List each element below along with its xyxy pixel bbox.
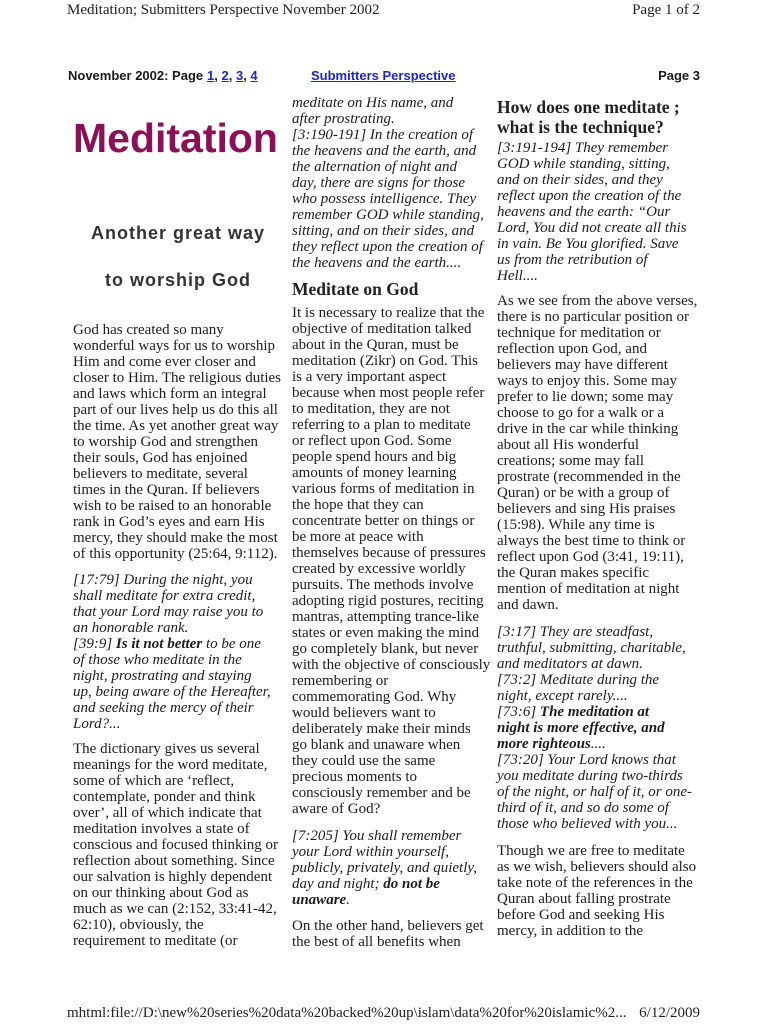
- bold-text: unaware: [292, 892, 347, 908]
- text-line: closer to Him. The religious duties: [73, 370, 282, 386]
- section-link-submitters-perspective[interactable]: Submitters Perspective: [311, 68, 456, 83]
- text-line: God has created so many: [73, 322, 224, 338]
- text-line: shall meditate for extra credit,: [73, 588, 256, 604]
- text-line: of those who meditate in the: [73, 652, 242, 668]
- text-line: meanings for the word meditate,: [73, 757, 268, 773]
- article-tagline-line-2: to worship God: [105, 270, 251, 290]
- text-line: your Lord within yourself,: [292, 844, 449, 860]
- bold-text: The meditation at: [539, 704, 650, 720]
- text-line: about all His wonderful: [497, 437, 640, 453]
- text-line: pursuits. The methods involve: [292, 577, 474, 593]
- text-line: Him and come ever closer and: [73, 354, 256, 370]
- text-line: It is necessary to realize that the: [292, 305, 485, 321]
- text-line: meditation involves a state of: [73, 821, 250, 837]
- text-line: people spend hours and big: [292, 449, 457, 465]
- text-line: of this opportunity (25:64, 9:112).: [73, 546, 278, 562]
- text-line: would believers want to: [292, 705, 436, 721]
- text-line: about in the Quran, must be: [292, 337, 459, 353]
- text-line: you meditate during two-thirds: [497, 768, 683, 784]
- bold-text: Is it not better: [115, 636, 203, 652]
- section-heading-meditate-on-god: Meditate on God: [292, 279, 419, 299]
- text-line: take note of the references in the: [497, 875, 693, 891]
- text-line: to meditation, they are not: [292, 401, 450, 417]
- current-page-label: Page 3: [658, 68, 700, 83]
- print-date: 6/12/2009: [639, 1005, 700, 1021]
- text-line: those who believed with you...: [497, 816, 678, 832]
- source-file-path: mhtml:file://D:\new%20series%20data%20backed%20up\islam\data%20for%20islamic%2...: [67, 1005, 627, 1021]
- text-line: [497, 720, 692, 736]
- text-line: mantras, attempting trance-like: [292, 609, 480, 625]
- text-line: aware of God?: [292, 801, 381, 817]
- text-line: as we wish, believers should also: [497, 859, 697, 875]
- text-line: publicly, privately, and quietly,: [292, 860, 477, 876]
- text-line: the time. As yet another great way: [73, 418, 279, 434]
- text-line: [3:17] They are steadfast,: [497, 624, 654, 640]
- text-line: mention of meditation at night: [497, 581, 680, 597]
- text-line: consciously remember and be: [292, 785, 471, 801]
- text-line: 62:10), obviously, the: [73, 917, 204, 933]
- text-line: in vain. Be You glorified. Save: [497, 236, 679, 252]
- intro-paragraph: [73, 322, 281, 562]
- text-line: before God and seeking His: [497, 907, 665, 923]
- text-line: prefer to lie down; some may: [497, 389, 674, 405]
- technique-paragraph: [497, 293, 697, 613]
- text-line: is a very important aspect: [292, 369, 447, 385]
- verse-quote-3-191: [497, 140, 687, 284]
- text-line: and seeking the mercy of their: [73, 700, 254, 716]
- text-line: [73:20] Your Lord knows that: [497, 752, 676, 768]
- bold-text: more righteous: [497, 736, 591, 752]
- text-line: believers and sing His praises: [497, 501, 676, 517]
- text-run: [73:6]: [497, 704, 540, 720]
- text-line: [497, 704, 692, 720]
- text-line: the best of all benefits when: [292, 934, 461, 950]
- verse-quote-7-205: [292, 828, 477, 908]
- verse-quote-3-190: [292, 95, 484, 271]
- text-line: (15:98). While any time is: [497, 517, 655, 533]
- text-line: the heavens and the earth....: [292, 255, 462, 271]
- text-line: reflect upon the creation of the: [497, 188, 682, 204]
- text-line: meditation (Zikr) on God. This: [292, 353, 478, 369]
- text-line: they reflect upon the creation of: [292, 239, 483, 255]
- page-separator: ,: [228, 68, 236, 83]
- verse-quote-3-17-73: [497, 624, 692, 832]
- text-line: referring to a plan to meditate: [292, 417, 471, 433]
- text-line: sitting, and on their sides, and: [292, 223, 475, 239]
- dictionary-paragraph: [73, 741, 278, 949]
- text-line: third of it, and so do some of: [497, 800, 669, 816]
- text-line: [497, 736, 692, 752]
- text-line: contemplate, ponder and think: [73, 789, 256, 805]
- text-line: times in the Quran. If believers: [73, 482, 260, 498]
- page-link-1[interactable]: 1: [207, 68, 215, 83]
- text-line: that your Lord may raise you to: [73, 604, 264, 620]
- text-line: and meditators at dawn.: [497, 656, 643, 672]
- bold-text: do not be: [383, 876, 440, 892]
- text-line: be more at peace with: [292, 529, 424, 545]
- text-line: states or even making the mind: [292, 625, 480, 641]
- text-line: who possess intelligence. They: [292, 191, 477, 207]
- text-line: How does one meditate ;: [497, 97, 680, 117]
- text-line: night, except rarely....: [497, 688, 628, 704]
- text-line: [73:2] Meditate during the: [497, 672, 660, 688]
- text-line: reflection upon God, and: [497, 341, 647, 357]
- text-line: us from the retribution of: [497, 252, 648, 268]
- text-line: the heavens and the earth, and: [292, 143, 477, 159]
- text-line: and on their sides, and they: [497, 172, 663, 188]
- text-line: and dawn.: [497, 597, 559, 613]
- text-line: creations; some may fall: [497, 453, 645, 469]
- text-run: day and night;: [292, 876, 384, 892]
- text-run: ....: [590, 736, 606, 752]
- text-line: their souls, God has enjoined: [73, 450, 248, 466]
- text-line: [3:191-194] They remember: [497, 140, 669, 156]
- text-line: go completely blank, but never: [292, 641, 479, 657]
- text-line: much as we can (2:152, 33:41-42,: [73, 901, 277, 917]
- text-line: and laws which form an integral: [73, 386, 267, 402]
- text-line: the hope that they can: [292, 497, 424, 513]
- text-line: technique for meditation or: [497, 325, 661, 341]
- text-line: part of our lives help us do this all: [73, 402, 278, 418]
- text-line: wish to be raised to an honorable: [73, 498, 272, 514]
- print-page-count: Page 1 of 2: [632, 2, 700, 18]
- text-line: On the other hand, believers get: [292, 918, 484, 934]
- text-line: [73, 636, 271, 652]
- page-link-3[interactable]: 3: [235, 68, 244, 83]
- issue-label: November 2002: Page: [68, 68, 204, 83]
- article-title: Meditation: [73, 115, 278, 161]
- text-line: choose to go for a walk or a: [497, 405, 665, 421]
- text-line: adopting rigid postures, reciting: [292, 593, 484, 609]
- text-line: wonderful ways for us to worship: [73, 338, 276, 354]
- text-line: night, prostrating and staying: [73, 668, 252, 684]
- text-line: over’, all of which indicate that: [73, 805, 262, 821]
- text-line: with the objective of consciously: [292, 657, 491, 673]
- text-line: our salvation is highly dependent: [73, 869, 273, 885]
- print-header-title: Meditation; Submitters Perspective November 2002: [67, 2, 380, 18]
- text-line: commemorating God. Why: [292, 689, 457, 705]
- text-line: Lord, You did not create all this: [497, 220, 687, 236]
- article-tagline-line-1: Another great way: [90, 223, 266, 243]
- text-line: [7:205] You shall remember: [292, 828, 462, 844]
- text-line: mercy, they should make the most: [73, 530, 278, 546]
- page-link-2[interactable]: 2: [221, 68, 229, 83]
- text-line: [292, 876, 477, 892]
- verse-quote-17-79-39-9: [73, 572, 271, 732]
- text-line: believers to meditate, several: [73, 466, 248, 482]
- text-line: to worship God and strengthen: [73, 434, 258, 450]
- text-line: reflect upon God (3:41, 19:11),: [497, 549, 684, 565]
- text-line: day, there are signs for those: [292, 175, 466, 191]
- text-line: the Quran makes specific: [497, 565, 650, 581]
- text-line: various forms of meditation in: [292, 481, 475, 497]
- text-line: remember GOD while standing,: [292, 207, 484, 223]
- text-line: mercy, in addition to the: [497, 923, 644, 939]
- text-line: precious moments to: [292, 769, 417, 785]
- text-line: Lord?...: [73, 716, 121, 732]
- closing-paragraph-column-2: [292, 918, 484, 950]
- text-line: Hell....: [497, 268, 538, 284]
- text-line: on our thinking about God as: [73, 885, 249, 901]
- text-line: Though we are free to meditate: [497, 843, 685, 859]
- text-line: [17:79] During the night, you: [73, 572, 253, 588]
- text-line: objective of meditation talked: [292, 321, 472, 337]
- text-line: amounts of money learning: [292, 465, 457, 481]
- text-line: As we see from the above verses,: [497, 293, 698, 309]
- text-line: deliberately make their minds: [292, 721, 471, 737]
- text-line: [292, 892, 477, 908]
- text-line: after prostrating.: [292, 111, 395, 127]
- text-line: some of which are ‘reflect,: [73, 773, 235, 789]
- text-line: rank in God’s eyes and earn His: [73, 514, 265, 530]
- text-line: themselves because of pressures: [292, 545, 486, 561]
- text-line: GOD while standing, sitting,: [497, 156, 670, 172]
- page-separator: ,: [243, 68, 251, 83]
- text-line: heavens and the earth: “Our: [497, 204, 671, 220]
- text-line: prostrate (recommended in the: [497, 469, 681, 485]
- text-line: always the best time to think or: [497, 533, 686, 549]
- text-line: the alternation of night and: [292, 159, 457, 175]
- text-line: concentrate better on things or: [292, 513, 475, 529]
- page-separator: ,: [214, 68, 222, 83]
- text-line: remembering or: [292, 673, 389, 689]
- text-line: meditate on His name, and: [292, 95, 454, 111]
- text-line: go blank and unaware when: [292, 737, 461, 753]
- text-line: an honorable rank.: [73, 620, 189, 636]
- text-line: what is the technique?: [497, 117, 664, 137]
- text-line: ways to enjoy this. Some may: [497, 373, 677, 389]
- text-line: of the night, or half of it, or one-: [497, 784, 692, 800]
- text-line: or reflect upon God. Some: [292, 433, 452, 449]
- closing-paragraph-column-3: [497, 843, 696, 939]
- text-line: requirement to meditate (or: [73, 933, 238, 949]
- text-line: Quran about falling prostrate: [497, 891, 671, 907]
- page-link-4[interactable]: 4: [250, 68, 258, 83]
- bold-text: night is more effective, and: [497, 720, 665, 736]
- text-line: believers may have different: [497, 357, 668, 373]
- section-heading-technique: [497, 97, 680, 137]
- text-line: reflection about something. Since: [73, 853, 275, 869]
- text-line: created by excessive worldly: [292, 561, 466, 577]
- meditate-on-god-paragraph: [292, 305, 490, 817]
- text-line: The dictionary gives us several: [73, 741, 260, 757]
- text-line: there is no particular position or: [497, 309, 690, 325]
- text-line: they could use the same: [292, 753, 436, 769]
- text-run: .: [346, 892, 350, 908]
- text-line: truthful, submitting, charitable,: [497, 640, 686, 656]
- issue-page-nav: [68, 68, 258, 84]
- text-line: up, being aware of the Hereafter,: [73, 684, 271, 700]
- text-run: to be one: [202, 636, 261, 652]
- text-run: [39:9]: [73, 636, 116, 652]
- text-line: [3:190-191] In the creation of: [292, 127, 474, 143]
- text-line: because when most people refer: [292, 385, 485, 401]
- text-line: drive in the car while thinking: [497, 421, 679, 437]
- text-line: conscious and focused thinking or: [73, 837, 278, 853]
- text-line: Quran) or be with a group of: [497, 485, 670, 501]
